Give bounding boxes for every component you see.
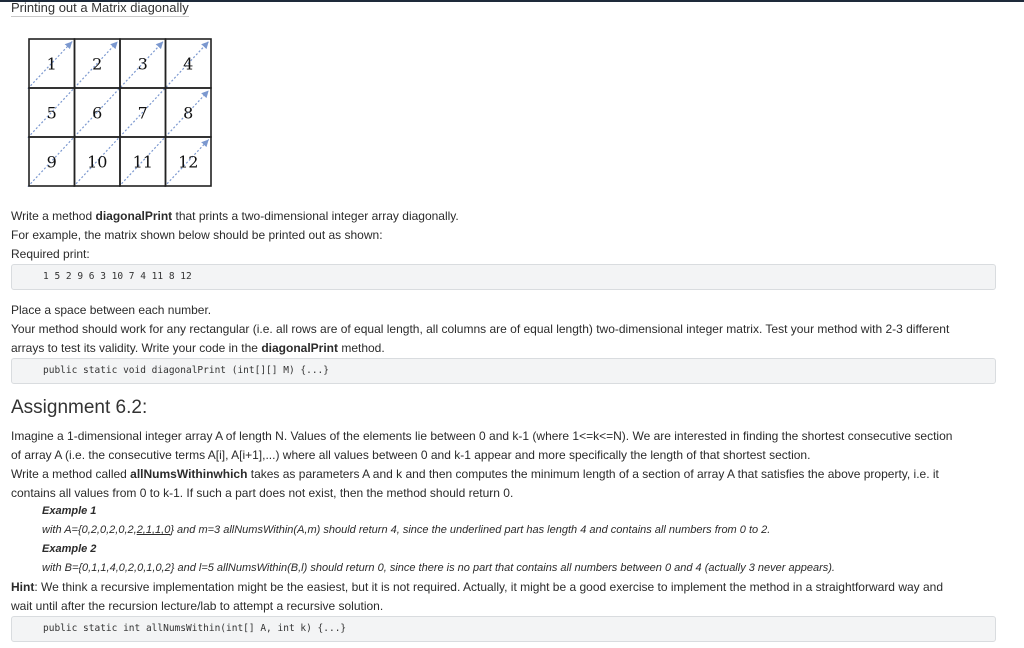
desc-line-3: Required print:: [11, 247, 90, 261]
matrix-cell-value: 12: [178, 152, 199, 172]
matrix-cell-value: 11: [132, 152, 153, 172]
desc-line-5b: arrays to test its validity. Write your code in the diagonalPrint method.: [11, 341, 385, 355]
matrix-cell-value: 8: [183, 103, 194, 123]
matrix-cell-value: 4: [183, 54, 194, 74]
example-2-title: Example 2: [42, 543, 97, 555]
example-2-text: with B={0,1,1,4,0,2,0,1,0,2} and l=5 allNumsWithin(B,l) should return 0, since there is no part that contains all numbers between 0 and 4 (actually 3 never appears).: [42, 562, 835, 574]
required-output-box: 1 5 2 9 6 3 10 7 4 11 8 12: [11, 264, 996, 290]
assign-line-1a: Imagine a 1-dimensional integer array A of length N. Values of the elements lie between 0 and k-1 (where 1<=k<=N). We are interested in finding the shortest consecutive section: [11, 429, 953, 443]
desc-line-2: For example, the matrix shown below should be printed out as shown:: [11, 228, 383, 242]
all-nums-within-signature: public static int allNumsWithin(int[] A, int k) {...}: [11, 616, 996, 642]
diagonal-arrow: [119, 90, 209, 186]
example-1-text: with A={0,2,0,2,0,2,2,1,1,0} and m=3 allNumsWithin(A,m) should return 4, since the underlined part has length 4 and contains all numbers from 0 to 2.: [42, 524, 771, 536]
assign-line-2b: contains all values from 0 to k-1. If such a part does not exist, then the method should return 0.: [11, 486, 514, 500]
hint-line-a: Hint: We think a recursive implementation might be the easiest, but it is not required. Actually, it might be a good exercise to implement the method in a straightforward way and: [11, 580, 944, 594]
matrix-cell-value: 2: [92, 54, 103, 74]
matrix-figure: [16, 28, 226, 194]
matrix-cell-value: 7: [137, 103, 148, 123]
assignment-title: Assignment 6.2:: [11, 397, 148, 418]
diagonal-arrow: [28, 41, 118, 137]
example-1-title: Example 1: [42, 505, 97, 517]
desc-line-5a: Your method should work for any rectangular (i.e. all rows are of equal length, all columns are of equal length) two-dimensional integer matrix. Test your method with 2-3 different: [11, 322, 950, 336]
page-heading: Printing out a Matrix diagonally: [11, 0, 189, 15]
hint-line-b: wait until after the recursion lecture/lab to attempt a recursive solution.: [11, 599, 384, 613]
desc-line-4: Place a space between each number.: [11, 303, 212, 317]
matrix-cell-value: 5: [46, 103, 57, 123]
matrix-cell-value: 9: [46, 152, 57, 172]
assign-line-2a: Write a method called allNumsWithinwhich takes as parameters A and k and then computes the minimum length of a section of array A that satisfies the above property, i.e. it: [11, 467, 939, 481]
matrix-cell-value: 10: [87, 152, 108, 172]
assign-line-1b: of array A (i.e. the consecutive terms A[i], A[i+1],...) where all values between 0 and k-1 appear and more specifically the length of that shortest section.: [11, 448, 811, 462]
diagonal-print-signature: public static void diagonalPrint (int[][] M) {...}: [11, 358, 996, 384]
matrix-cells: [47, 55, 199, 172]
matrix-cell-value: 3: [137, 54, 148, 74]
matrix-cell-value: 6: [92, 103, 103, 123]
matrix-cell-value: 1: [46, 54, 57, 74]
desc-line-1: Write a method diagonalPrint that prints a two-dimensional integer array diagonally.: [11, 209, 459, 223]
